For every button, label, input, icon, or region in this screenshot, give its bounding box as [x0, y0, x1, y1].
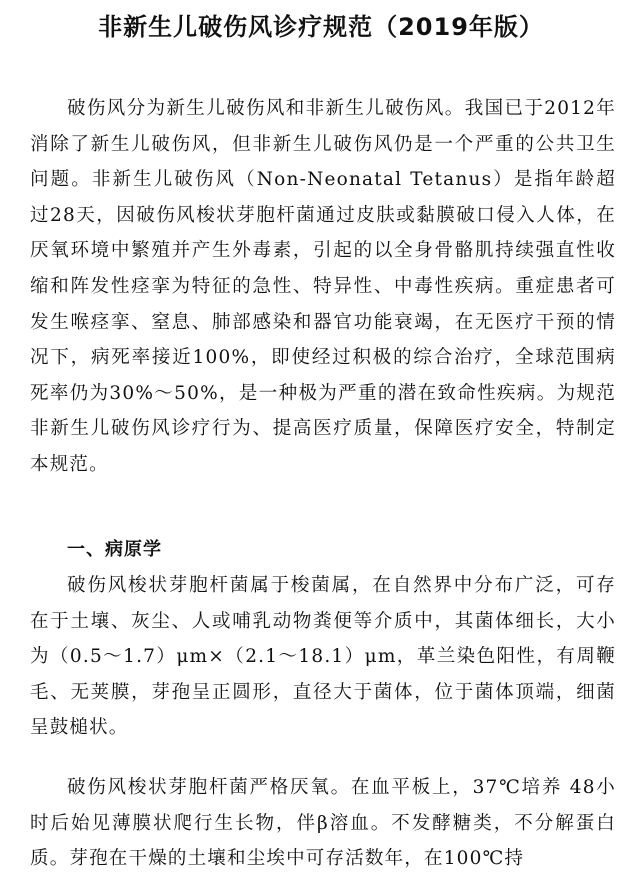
- section-paragraph: 破伤风梭状芽胞杆菌属于梭菌属，在自然界中分布广泛，可存在于土壤、灰尘、人或哺乳动物粪便等介质中，其菌体细长，大小为（0.5～1.7）μm×（2.1～18.1）μm，革兰染色阳性，有周鞭毛、无荚膜，芽孢呈正圆形，直径大于菌体，位于菌体顶端，细菌呈鼓槌状。: [30, 575, 616, 739]
- section-paragraph: 破伤风梭状芽胞杆菌严格厌氧。在血平板上，37℃培养 48小时后始见薄膜状爬行生长物，伴β溶血。不发酵糖类，不分解蛋白质。芽孢在干燥的土壤和尘埃中可存活数年，在100℃持: [30, 777, 616, 870]
- section-heading-pathogen: 一、病原学: [67, 539, 162, 560]
- intro-paragraph: 破伤风分为新生儿破伤风和非新生儿破伤风。我国已于2012年消除了新生儿破伤风，但非新生儿破伤风仍是一个严重的公共卫生问题。非新生儿破伤风（Non-Neonatal Tetanus）是指年龄超过28天，因破伤风梭状芽胞杆菌通过皮肤或黏膜破口侵入人体，在厌氧环境中繁殖并产生外毒素，引起的以全身骨骼肌持续强直性收缩和阵发性痉挛为特征的急性、特异性、中毒性疾病。重症患者可发生喉痉挛、窒息、肺部感染和器官功能衰竭，在无医疗干预的情况下，病死率接近100%，即使经过积极的综合治疗，全球范围病死率仍为30%～50%，是一种极为严重的潜在致命性疾病。为规范非新生儿破伤风诊疗行为、提高医疗质量，保障医疗安全，特制定本规范。: [30, 98, 616, 475]
- document-title: 非新生儿破伤风诊疗规范（2019年版）: [98, 13, 544, 41]
